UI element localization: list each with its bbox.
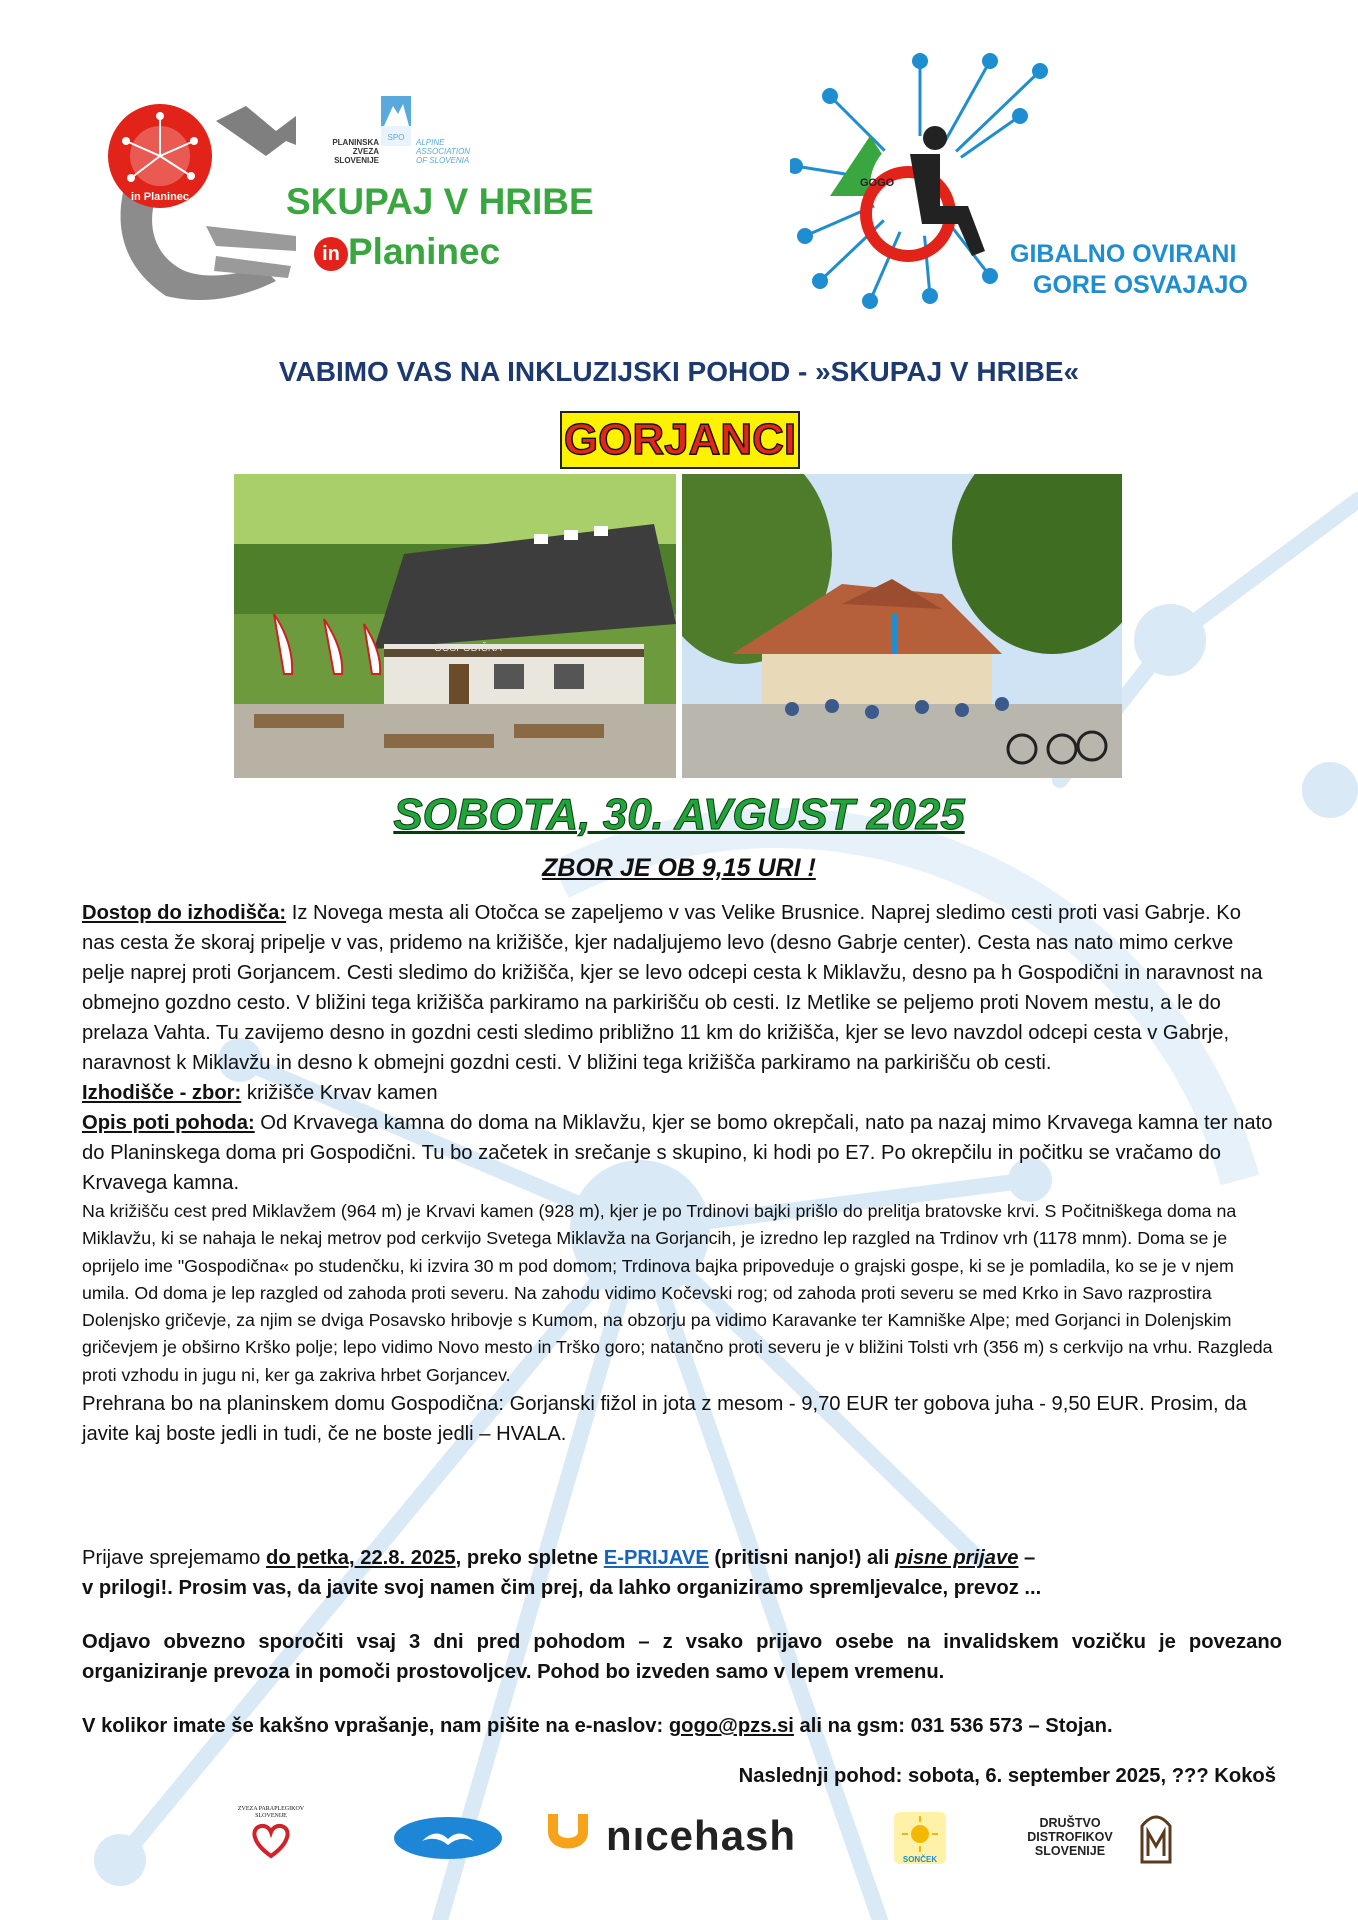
invite-heading: VABIMO VAS NA INKLUZIJSKI POHOD - »SKUPAJ V HRIBE« (278, 356, 1080, 387)
mountain-hut-photo (234, 474, 676, 778)
gogo-line1: GIBALNO OVIRANI (1010, 240, 1237, 268)
written-registration-link[interactable]: pisne prijave (895, 1547, 1019, 1569)
hut-gospodicna-image (234, 474, 676, 778)
hand-mountain-icon (96, 96, 296, 306)
sponsor-nicehash (544, 1810, 797, 1861)
bird-logo-icon (392, 1815, 504, 1861)
inplaninec-brand (314, 232, 500, 272)
hut-miklavz-image (682, 474, 1122, 778)
nicehash-icon (544, 1810, 592, 1856)
wheelchair-network-icon (790, 46, 1050, 316)
location-title: GORJANCI (560, 411, 800, 469)
gogo-mark: GOGO (860, 177, 895, 189)
hut-sign: GOSPODIČNA (434, 643, 502, 654)
pzs-mark: SPO (387, 133, 405, 142)
badge-text: in Planinec (130, 191, 190, 203)
event-date: SOBOTA, 30. AVGUST 2025 (393, 790, 965, 839)
registration-block (82, 1543, 1282, 1603)
next-hike: Naslednji pohod: sobota, 6. september 2025, ??? Kokoš (738, 1765, 1276, 1787)
gogo-logo (790, 46, 1270, 316)
gogo-line2: GORE OSVAJAJO (1033, 271, 1248, 299)
start-point-paragraph (82, 1078, 1277, 1108)
meeting-time: ZBOR JE OB 9,15 URI ! (542, 854, 816, 882)
access-label: Dostop do izhodišča: (82, 902, 287, 924)
sponsor-distrofiki: DRUŠTVO DISTROFIKOV SLOVENIJE (1010, 1810, 1180, 1870)
sponsor-soncek (892, 1810, 948, 1870)
contact-line: V kolikor imate še kakšno vprašanje, nam pišite na e-naslov: gogo@pzs.si ali na gsm: 031 536 573 – Stojan. (82, 1715, 1113, 1737)
access-text: Iz Novega mesta ali Otočca se zapeljemo v vas Velike Brusnice. Naprej sledimo cesti proti vasi Gabrje. Ko nas cesta že skoraj pripelje v vas, pridemo na križišče, kjer nadaljujemo levo (desno Gabrje center). Cesta nas nato mimo cerkve pelje naprej proti Gorjancem. Cesti sledimo do križišča, kjer se levo odcepi cesta k Miklavžu, desno pa h Gospodični in naravnost na obmejno gozdno cesto. V bližini tega križišča parkiramo na parkirišču ob cesti. Iz Metlike se peljemo proti Novem mestu, a le do prelaza Vahta. Tu zavijemo desno in gozdni cesti sledimo približno 11 km do križišča, kjer se levo navzdol odcepi cesta v Gabrje, naravnost k Miklavžu in desno k obmejni gozdni cesti. V bližini tega križišča parkiramo na parkirišču ob cesti. (82, 902, 1263, 1074)
pzs-name: PLANINSKA ZVEZA SLOVENIJE (332, 138, 379, 165)
history-paragraph: Na križišču cest pred Miklavžem (964 m) je Krvavi kamen (928 m), kjer je po Trdinovi bajki prišlo do prelitja bratovske krvi. S Počitniškega doma na Miklavžu, ki se nahaja le nekaj metrov pod cerkvijo Svetega Miklavža na Gorjancih, je izredno lep razgled na Trdinov vrh (1178 mnm). Doma se je oprijelo ime "Gospodična« po studenčku, ki izvira 30 m pod domom; Trdinova bajka pripoveduje o grajski gospe, ki se je pomladila, ko se je v njem umila. Od doma je lep razgled od zahoda proti severu. Na zahodu vidimo Kočevski rog; od zahoda proti severu se med Krko in Savo razprostira Dolenjsko gričevje, za njim se dviga Posavsko hribovje s Kumom, na obzorju pa vidimo Karavanke ter Kamniške Alpe; med Gorjanci in Dolenjskim gričevjem je obširno Krško polje; lepo vidimo Novo mesto in Trško goro; natančno proti severu je v bližini Tolsti vrh (356 m) s cerkvijo na vrhu. Razgleda proti vzhodu in jugu ni, ker ga zakriva hrbet Gorjancev. (82, 1201, 1273, 1385)
contact-email-link[interactable]: gogo@pzs.si (668, 1715, 794, 1737)
start-point-text: križišče Krvav kamen (241, 1082, 438, 1104)
sponsor-blue-bird (392, 1815, 504, 1866)
registration-line1: Prijave sprejemamo do petka, 22.8. 2025, preko spletne E-PRIJAVE (pritisni nanjo!) ali pisne prijave – (82, 1547, 1036, 1569)
cancellation-notice: Odjavo obvezno sporočiti vsaj 3 dni pred pohodom – z vsako prijavo osebe na invalidskem vozičku je povezano organiziranje prevoza in pomoči prostovoljcev. Pohod bo izveden samo v lepem vremenu. (82, 1631, 1282, 1683)
access-paragraph (82, 898, 1277, 1078)
sponsor-zveza-paraplegikov: ZVEZA PARAPLEGIKOV SLOVENIJE (226, 1806, 316, 1866)
route-label: Opis poti pohoda: (82, 1112, 255, 1134)
nicehash-wordmark: nıcehash (606, 1812, 797, 1859)
hikers-at-hut-photo (682, 474, 1122, 778)
heart-hand-icon (246, 1820, 296, 1860)
description-block (82, 898, 1277, 1449)
route-text: Od Krvavega kamna do doma na Miklavžu, kjer se bomo okrepčali, nato pa nazaj mimo Krvavega kamna ter nato do Planinskega doma pri Gospodični. Tu bo začetek in srečanje s skupino, ki hodi po E7. Po okrepčilu in počitku se vračamo do Krvavega kamna. (82, 1112, 1273, 1194)
planinec-text: Planinec (348, 231, 501, 272)
sun-icon (892, 1810, 948, 1866)
pzs-mountain-icon (381, 96, 411, 146)
skupaj-v-hribe-logo (96, 96, 594, 316)
eprijave-link[interactable]: E-PRIJAVE (603, 1547, 709, 1569)
in-badge: in (314, 237, 348, 271)
soncek-label: SONČEK (902, 1855, 938, 1864)
registration-line2: v prilogi!. Prosim vas, da javite svoj namen čim prej, da lahko organiziramo spremljevalce, prevoz ... (82, 1577, 1042, 1599)
food-paragraph: Prehrana bo na planinskem domu Gospodična: Gorjanski fižol in jota z mesom - 9,70 EUR ter gobova juha - 9,50 EUR. Prosim, da javite kaj boste jedli in tudi, če ne boste jedli – HVALA. (82, 1393, 1247, 1446)
skupaj-v-hribe-title: SKUPAJ V HRIBE (286, 181, 594, 222)
start-point-label: Izhodišče - zbor: (82, 1082, 242, 1104)
distrofiki-emblem-icon (1138, 1810, 1174, 1866)
registration-deadline: do petka, 22.8. 2025 (266, 1547, 456, 1569)
route-paragraph (82, 1108, 1277, 1198)
pzs-english-name: ALPINE ASSOCIATION OF SLOVENIA (416, 138, 471, 165)
